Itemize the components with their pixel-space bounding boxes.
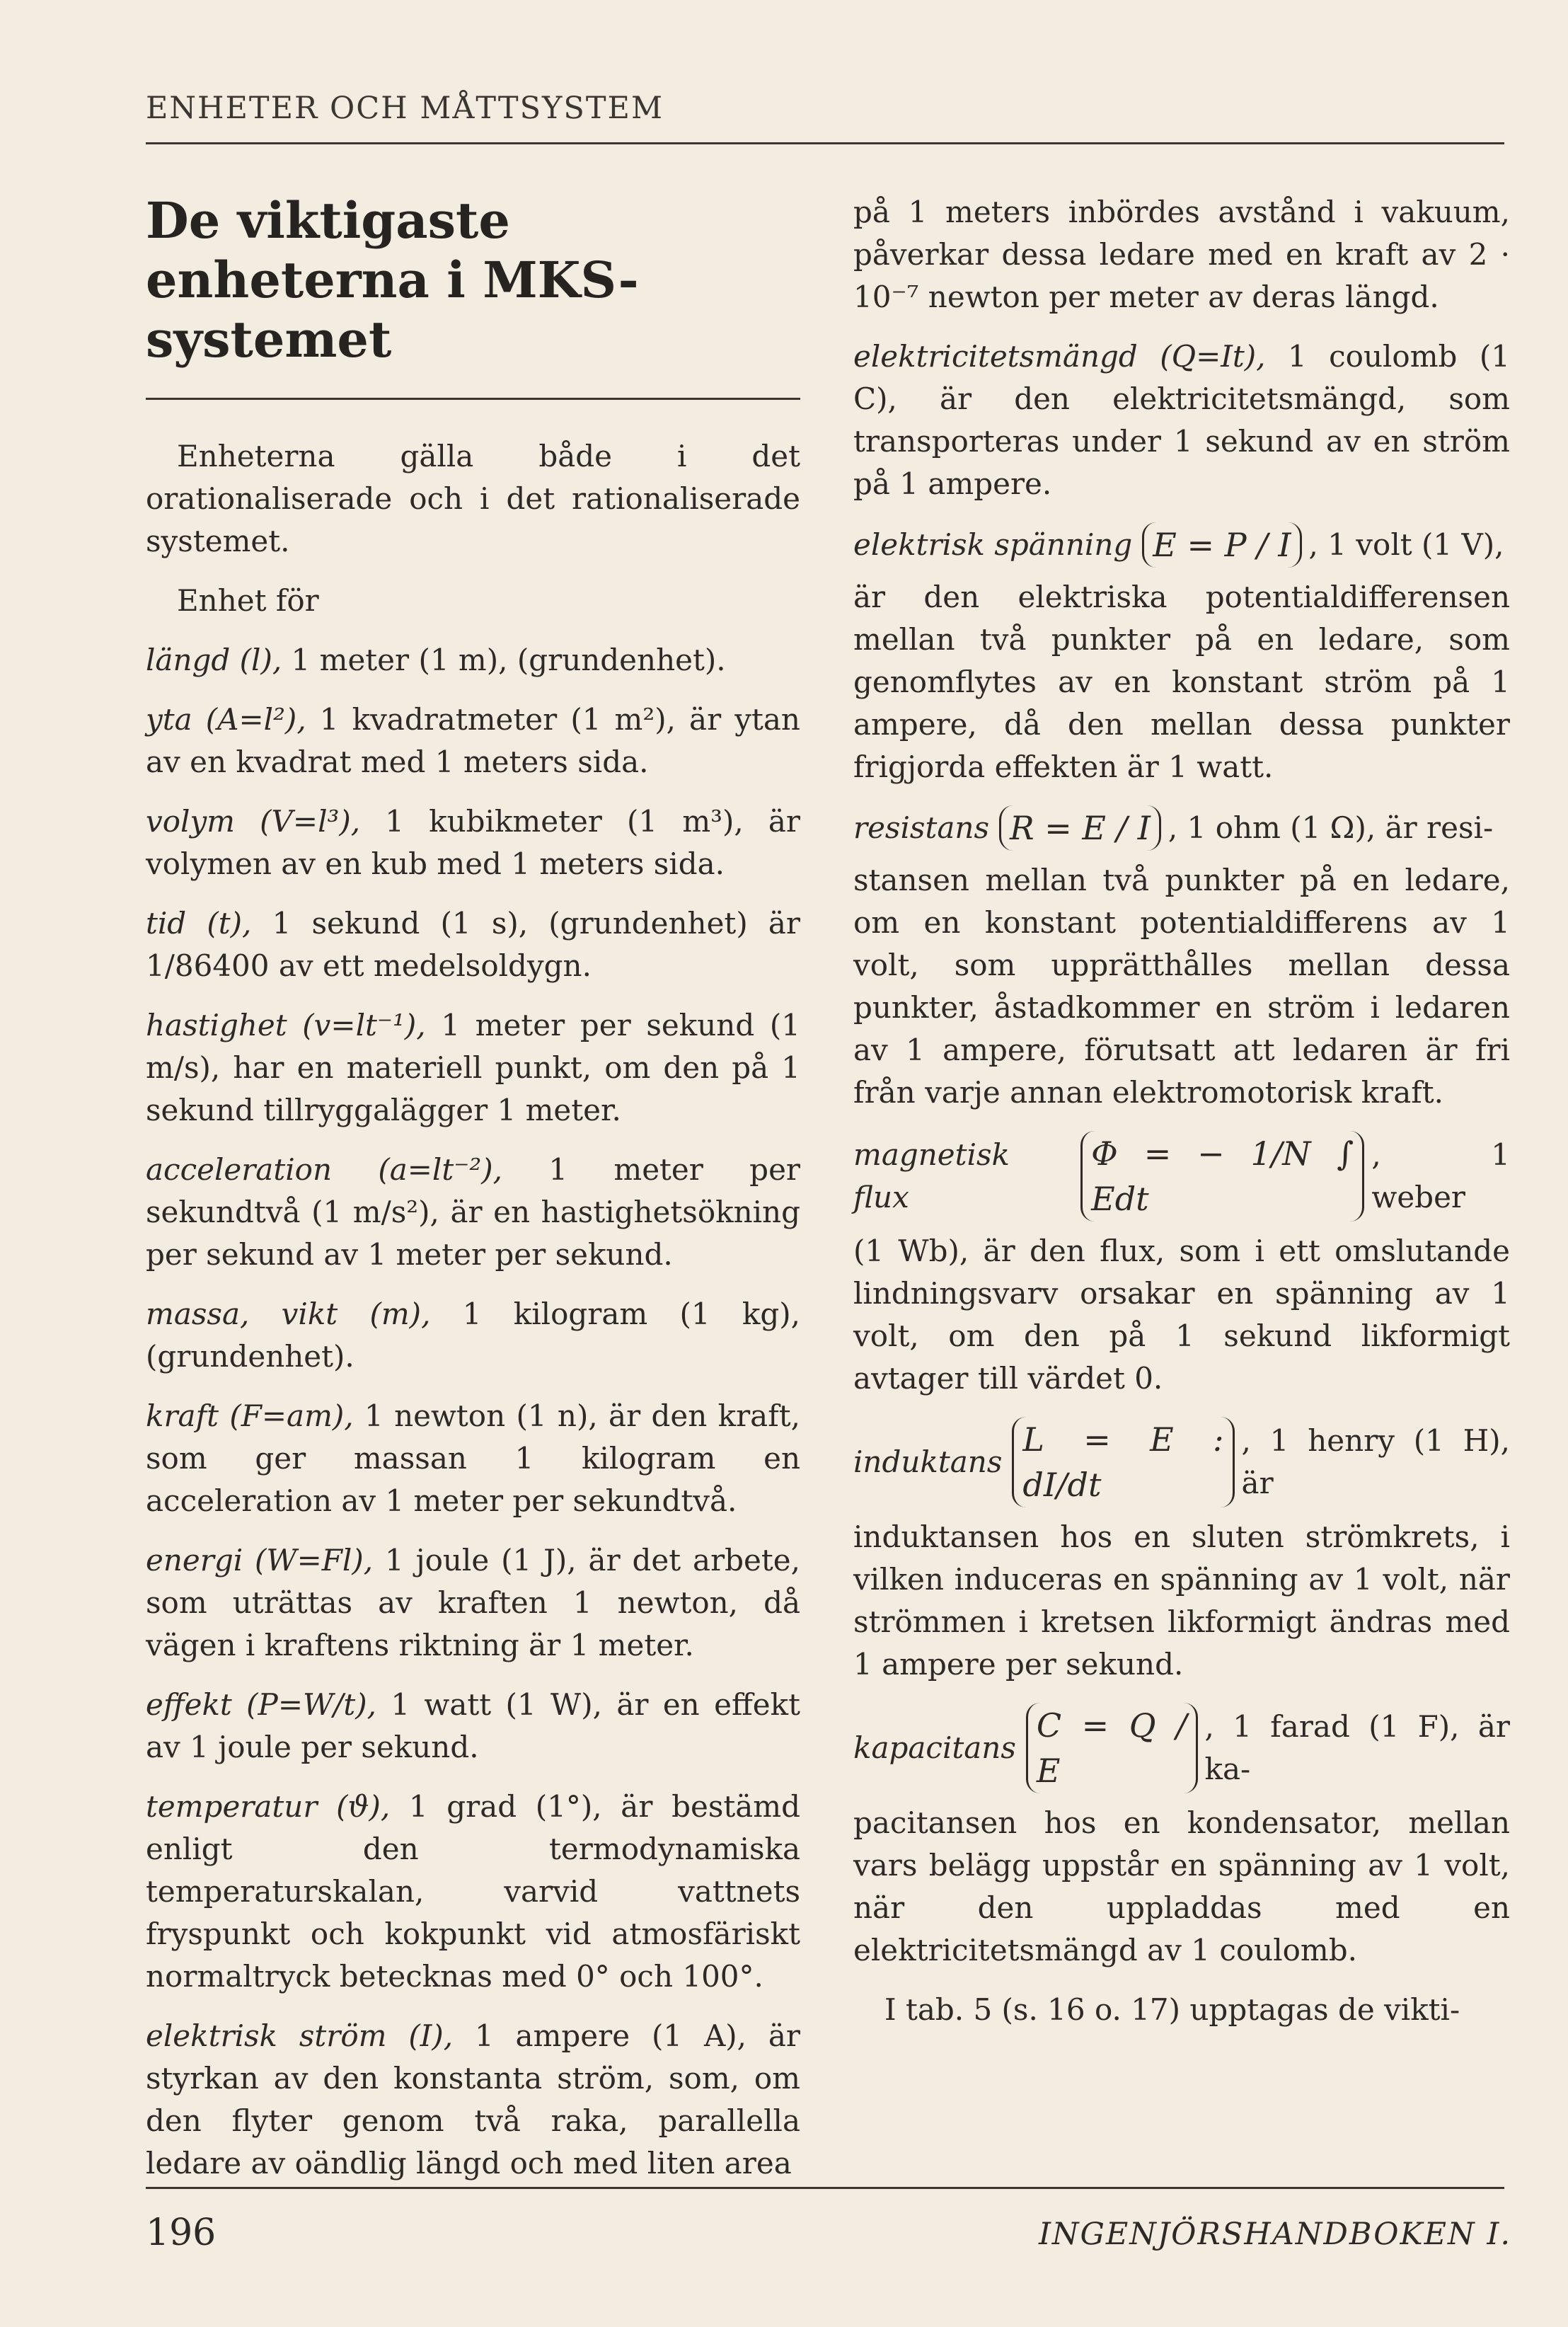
entry-term: induktans xyxy=(853,1444,1003,1479)
entry-text: 1 kilogram (1 kg), (grundenhet). xyxy=(146,1297,800,1374)
entry-term: acceleration (a=lt⁻²), xyxy=(146,1152,502,1187)
unit-heading: Enhet för xyxy=(177,583,319,618)
entry-text: 1 meter per sekund (1 m/s), har en materiell punkt, om den på 1 sekund tillryggalägger 1 meter. xyxy=(146,1008,800,1127)
entry-term: resistans xyxy=(853,810,989,845)
definition-entry xyxy=(853,335,1510,505)
unit-text: , 1 farad (1 F), är ka- xyxy=(1204,1709,1510,1786)
formula: E = P / I xyxy=(1142,522,1301,568)
entry-text: (1 Wb), är den flux, som i ett omslutande lindningsvarv orsakar en spänning av 1 volt, om den på 1 sekund likformigt avtager till värdet 0. xyxy=(853,1234,1510,1396)
formula-row xyxy=(853,1703,1510,1793)
formula: L = E : dI/dt xyxy=(1012,1417,1234,1507)
definition-entry xyxy=(146,1149,800,1276)
definition-entry xyxy=(146,1786,800,1998)
intro-paragraph: Enheterna gälla både i det orationaliserade och i det rationaliserade systemet. xyxy=(146,439,800,558)
right-column xyxy=(853,191,1510,2048)
formula-entries xyxy=(853,522,1510,1972)
entry-text: 1 meter per sekundtvå (1 m/s²), är en hastighetsökning per sekund av 1 meter per sekund. xyxy=(146,1152,801,1272)
entry-term: längd (l), xyxy=(146,643,282,677)
left-column xyxy=(146,191,800,2202)
entry-term: elektricitetsmängd (Q=It), xyxy=(853,339,1266,374)
right-intro: på 1 meters inbördes avstånd i vakuum, påverkar dessa ledare med en kraft av 2 · 10⁻⁷ newton per meter av deras längd. xyxy=(853,195,1510,314)
unit-text: , 1 volt (1 V), xyxy=(1308,527,1504,562)
entry-term: kraft (F=am), xyxy=(146,1398,354,1433)
entry-text: 1 newton (1 n), är den kraft, som ger massan 1 kilogram en acceleration av 1 meter per sekundtvå. xyxy=(146,1398,800,1518)
entry-text: 1 meter (1 m), (grundenhet). xyxy=(282,643,726,677)
formula: R = E / I xyxy=(999,805,1161,851)
entry-text: är den elektriska potentialdifferensen mellan två punkter på en ledare, som genomflytes av en konstant ström på 1 ampere, då den mellan dessa punkter frigjorda effekten är 1 watt. xyxy=(853,580,1510,784)
title-rule xyxy=(146,398,800,400)
definition-entry xyxy=(146,2015,800,2185)
formula-row xyxy=(853,1131,1510,1222)
entry-term: massa, vikt (m), xyxy=(146,1297,431,1331)
book-title: INGENJÖRSHANDBOKEN I. xyxy=(1038,2217,1511,2252)
entry-text: 1 joule (1 J), är det arbete, som uträttas av kraften 1 newton, då vägen i kraftens riktning är 1 meter. xyxy=(146,1543,800,1662)
left-entries xyxy=(146,639,800,2185)
entry-term: hastighet (v=lt⁻¹), xyxy=(146,1008,426,1042)
entry-term: kapacitans xyxy=(853,1730,1016,1765)
entry-text: 1 coulomb (1 C), är den elektricitetsmängd, som transporteras under 1 sekund av en ström på 1 ampere. xyxy=(853,339,1511,501)
formula: Φ = − 1/N ∫ Edt xyxy=(1080,1131,1364,1222)
entry-term: elektrisk spänning xyxy=(853,527,1133,562)
unit-text: , 1 ohm (1 Ω), är resi- xyxy=(1168,810,1494,845)
entry-text: 1 sekund (1 s), (grundenhet) är 1/86400 av ett medelsoldygn. xyxy=(146,906,801,983)
closing-text: I tab. 5 (s. 16 o. 17) upptagas de vikti- xyxy=(884,1992,1460,2027)
formula-row xyxy=(853,1417,1510,1507)
entry-term: elektrisk ström (I), xyxy=(146,2018,454,2053)
definition-entry xyxy=(146,800,800,885)
page-number: 196 xyxy=(146,2212,217,2254)
footer-rule xyxy=(146,2187,1504,2189)
section-title: De viktigaste enheterna i MKS-systemet xyxy=(146,191,639,369)
definition-entry xyxy=(146,902,800,987)
entry-term: yta (A=l²), xyxy=(146,702,306,737)
formula: C = Q / E xyxy=(1026,1703,1198,1793)
definition-entry xyxy=(146,1539,800,1667)
formula-row xyxy=(853,805,1510,851)
formula-row xyxy=(853,522,1510,568)
definition-entry xyxy=(146,1004,800,1132)
definition-entry xyxy=(146,1293,800,1378)
entry-text: 1 kubikmeter (1 m³), är volymen av en kub med 1 meters sida. xyxy=(146,804,800,881)
entry-text: induktansen hos en sluten strömkrets, i vilken induceras en spänning av 1 volt, när strömmen i kretsen likformigt ändras med 1 ampere per sekund. xyxy=(853,1519,1510,1682)
entry-text: 1 watt (1 W), är en effekt av 1 joule per sekund. xyxy=(146,1687,800,1764)
entry-term: temperatur (ϑ), xyxy=(146,1789,391,1824)
running-head: ENHETER OCH MÅTTSYSTEM xyxy=(146,91,664,126)
header-rule xyxy=(146,142,1504,144)
definition-entry xyxy=(146,1684,800,1769)
entry-term: tid (t), xyxy=(146,906,252,941)
entry-text: pacitansen hos en kondensator, mellan vars belägg uppstår en spänning av 1 volt, när den uppladdas med en elektricitetsmängd av 1 coulomb. xyxy=(853,1805,1510,1967)
entry-text: stansen mellan två punkter på en ledare, om en konstant potentialdifferens av 1 volt, som upprätthålles mellan dessa punkter, åstadkommer en ström i ledaren av 1 ampere, förutsatt att ledaren är fri från varje annan elektromotorisk kraft. xyxy=(853,863,1510,1110)
entry-term: magnetisk flux xyxy=(853,1137,1010,1214)
entry-term: energi (W=Fl), xyxy=(146,1543,374,1578)
unit-text: , 1 weber xyxy=(1371,1137,1510,1214)
entry-text: 1 ampere (1 A), är styrkan av den konstanta ström, som, om den flyter genom två raka, parallella ledare av oändlig längd och med liten area xyxy=(146,2018,800,2181)
definition-entry xyxy=(146,1395,800,1522)
entry-text: 1 kvadratmeter (1 m²), är ytan av en kvadrat med 1 meters sida. xyxy=(146,702,800,779)
entry-term: volym (V=l³), xyxy=(146,804,361,839)
entry-term: effekt (P=W/t), xyxy=(146,1687,376,1722)
unit-text: , 1 henry (1 H), är xyxy=(1241,1423,1510,1500)
definition-entry xyxy=(146,639,800,682)
entry-text: 1 grad (1°), är bestämd enligt den termodynamiska temperaturskalan, varvid vattnets fryspunkt och kokpunkt vid atmosfäriskt normaltryck betecknas med 0° och 100°. xyxy=(146,1789,801,1994)
definition-entry xyxy=(146,699,800,783)
